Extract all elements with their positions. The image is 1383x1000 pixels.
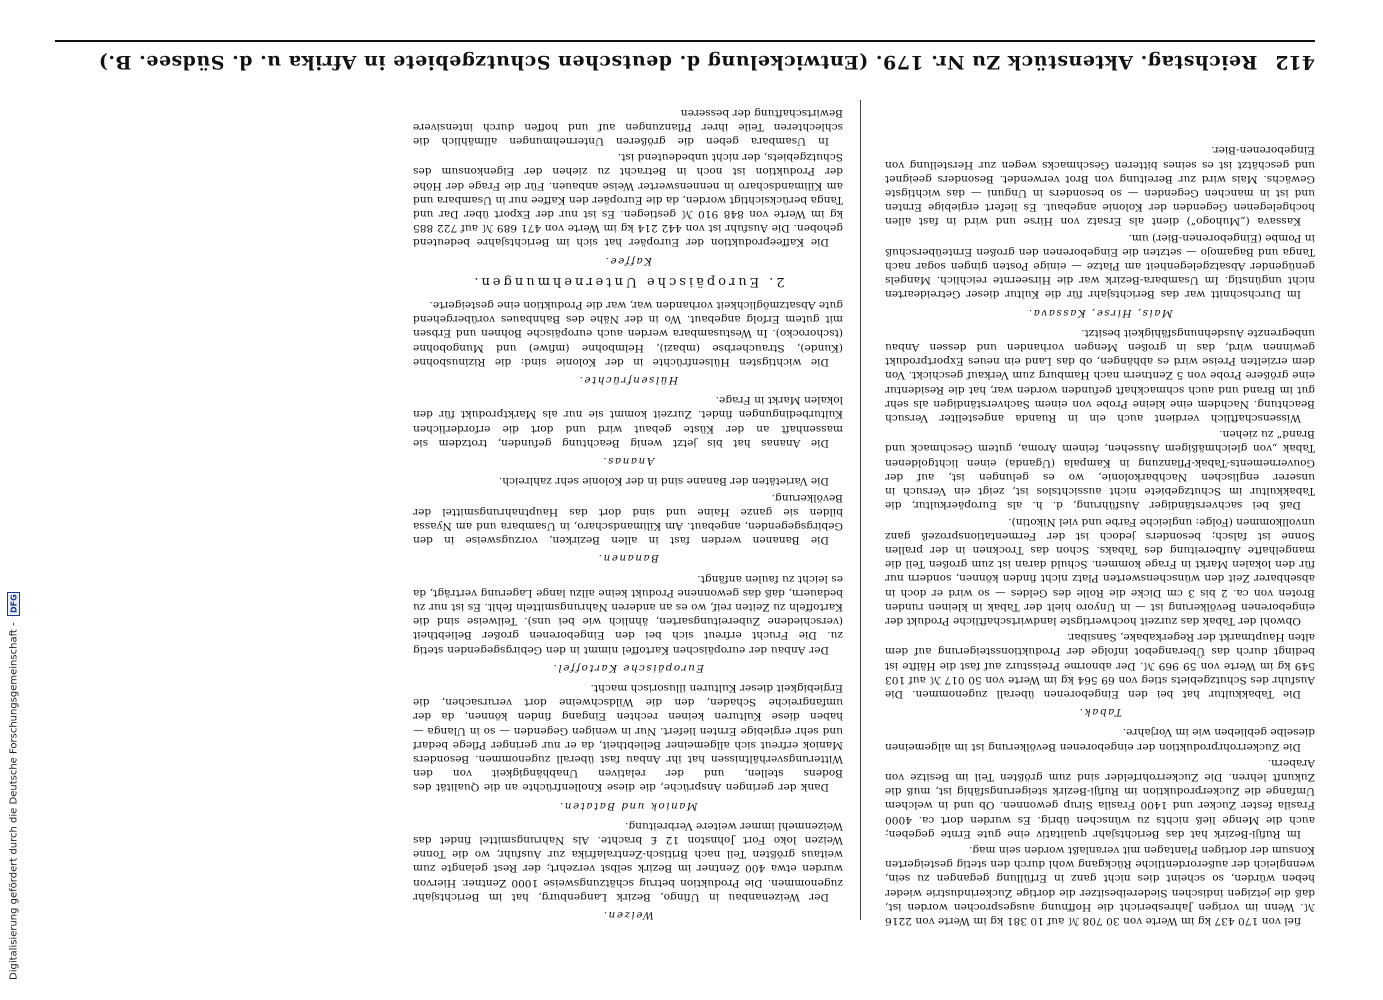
section-heading: Mais, Hirse, Kassava. bbox=[1027, 306, 1173, 319]
text-column-left bbox=[885, 88, 1315, 928]
paragraph: Im Durchschnitt war das Berichtsjahr für die Kultur dieser Getreidearten nicht ungünstig. Im Usambara-Bezirk war die Hirseernte reichlich. Mangels genügender Absatzgelegenheit am Platze — einige Posten gingen sogar nach Tanga und Bagamojo — setzten die Eingeborenen den großen Ernteüberschuß in Pombe (Eingeborenen-Bier) um. bbox=[885, 231, 1315, 301]
section-heading: Hülsenfrüchte. bbox=[578, 374, 678, 387]
section-heading: Bananen. bbox=[597, 552, 659, 565]
digitization-notice bbox=[6, 40, 22, 980]
paragraph: Die Zuckerrohrproduktion der eingeborenen Bevölkerung ist im allgemeinen dieselbe geblieben wie im Vorjahre. bbox=[885, 726, 1315, 753]
paragraph: Die Tabakkultur hat bei den Eingeborenen überall zugenommen. Die Ausfuhr des Schutzgebiets stieg von 69 564 kg im Werte von 50 017 ℳ auf 103 549 kg im Werte von 59 969 ℳ. Der abnorme Preissturz auf fast die Hälfte ist bedingt durch das Überangebot infolge der Produktionssteigerung auf dem alten Hauptmarkt der Regerkabake, Sansibar. bbox=[885, 631, 1315, 700]
paragraph: Im Rufiji-Bezirk hat das Berichtsjahr qualitativ eine gute Ernte gegeben; auch die Menge ließ nichts zu wünschen übrig. Es wurden dort ca. 4000 Frasila fester Zucker und 1400 Frasila Sirup gewonnen. Ob und in welchem Umfange die Zuckerproduktion im Rufiji-Bezirk steigerungsfähig ist, muß die Zukunft lehren. Die Zuckerrohrfelder sind zum größten Teil im Besitze von Arabern. bbox=[885, 756, 1315, 840]
page-number: 412 bbox=[1275, 51, 1315, 73]
section-heading: Maniok und Bataten. bbox=[558, 799, 698, 812]
paragraph: Dank der geringen Ansprüche, die diese Knollenfrüchte an die Qualität des Bodens stellen, und der relativen Unabhängigkeit von den Witterungsverhältnissen hat ihr Anbau fast überall zugenommen. Besonders Maniok erfreut sich allgemeiner Beliebtheit, da er nur geringer Pflege bedarf und sehr ergiebige Ernten liefert. Nur in wenigen Gegenden — so in Ulanga — haben diese Kulturen keinen rechten Eingang finden können, da der umfangreiche Schaden, den die Wildschweine dort verursachen, die Ergiebigkeit dieser Kulturen illusorisch macht. bbox=[413, 681, 843, 794]
dfg-logo: DFG bbox=[8, 592, 21, 617]
paragraph: Kassava („Muhogo“) dient als Ersatz von Hirse und wird in fast allen hochgelegenen Gegenden der Kolonie angebaut. Es liefert ergiebige Ernten und ist in manchen Gegenden — so besonders in Unguni — das wichtigste Gewächs. Mais wird zur Bereitung von Brot verwendet. Besonders geeignet und geschätzt ist es seines bitteren Geschmacks wegen zur Herstellung von Eingeborenen-Bier. bbox=[885, 144, 1315, 228]
paragraph: Der Anbau der europäischen Kartoffel nimmt in den Gebirgsgegenden stetig zu. Die Frucht erfreut sich bei den Eingeborenen großer Beliebtheit (verschiedene Zubereitungsarten, ähnlich wie bei uns). Teilweise sind die Kartoffeln zu Zeiten reif, wo es an anderen Nahrungsmitteln fehlt. Es ist nur zu bedauern, daß das gewonnene Produkt keine allzu lange Lagerung verträgt, da es leicht zu faulen anfängt. bbox=[413, 572, 843, 656]
paragraph: Die Ananas hat bis jetzt wenig Beachtung gefunden, trotzdem sie massenhaft an der Küste gebaut wird und dort die erforderlichen Kulturbedingungen findet. Zurzeit kommt sie nur als Marktprodukt für den lokalen Markt in Frage. bbox=[413, 394, 843, 449]
paragraph: Wissenschaftlich verdient auch ein in Ruanda angestellter Versuch Beachtung. Nachdem eine kleine Probe von einem Sachverständigen als sehr gut im Brand und auch schmackhaft gefunden worden war, hat die Residentur eine größere Probe von 5 Zentnern nach Hamburg zum Verkauf geschickt. Von dem erzielten Preise wird es abhängen, ob das Land ein neues Exportprodukt gewinnen wird, das in großen Mengen vorhanden und dessen Anbau unbegrenzte Ausdehnungsfähigkeit besitzt. bbox=[885, 326, 1315, 425]
page-header bbox=[55, 40, 1315, 82]
column-divider bbox=[860, 100, 861, 920]
section-heading: Europäische Kartoffel. bbox=[552, 661, 704, 674]
paragraph: Der Weizenanbau in Ufingo, Bezirk Langenburg, hat im Berichtsjahr zugenommen. Die Produktion betrug schätzungsweise 1000 Zentner. Hiervon wurden etwa 400 Zentner im Bezirk selbst verzehrt; der Rest gelangte zum weitaus größten Teil nach Britisch-Zentralafrika zur Ausfuhr, wo die Tonne Weizen loko Fort Johnston 12 £ brachte. Als Nahrungsmittel findet das Weizenmehl immer weitere Verbreitung. bbox=[413, 819, 843, 903]
digitization-notice-text: Digitalisierung gefördert durch die Deutsche Forschungsgemeinschaft - bbox=[8, 622, 20, 980]
paragraph: In Usambara geben die größeren Unternehmungen allmählich die schlechteren Teile ihrer Pflanzungen auf und hoffen durch intensivere Bewirtschaftung der besseren bbox=[413, 106, 843, 148]
section-heading: Weizen. bbox=[602, 909, 654, 921]
paragraph: Die Bananen werden fast in allen Bezirken, vorzugsweise in den Gebirgsgegenden, angebaut. Am Kilimandscharo, in Usambara und am Nyassa bilden sie ganze Haine und sind dort das Hauptnahrungsmittel der Bevölkerung. bbox=[413, 491, 843, 547]
section-heading: 2. Europäische Unternehmungen. bbox=[471, 273, 785, 289]
paragraph: Die Varietäten der Banane sind in der Kolonie sehr zahlreich. bbox=[498, 475, 829, 488]
text-column-middle bbox=[413, 88, 843, 928]
paragraph: fiel von 170 437 kg im Werte von 30 708 ℳ auf 10 381 kg im Werte von 2216 ℳ. Wenn im vorigen Jahresbericht die Hoffnung ausgesprochen worden ist, daß die jetzigen indischen Siedereibesitzer die dortige Zuckerindustrie wieder heben würden, so scheint dies nicht ganz in Erfüllung gegangen zu sein, wenngleich der außerordentliche Rückgang wohl durch den stetig gesteigerten Konsum der dortigen Plantagen mit veranlaßt worden sein mag. bbox=[885, 843, 1315, 927]
paragraph: Obwohl der Tabak das zurzeit hochwertigste landwirtschaftliche Produkt der eingeborenen Bevölkerung ist — in Unyoro hielt der Tabak in kleinen runden Broten von ca. 2 bis 3 cm Dicke die Rolle des Geldes — so wird er doch in absehbarer Zeit den wünschenswerten Platz nicht finden können, sondern nur für den lokalen Markt in Frage kommen. Schuld daran ist zum großen Teil die mangelhafte Aufbereitung des Tabaks. Schon das Trocknen in der prallen Sonne ist falsch; besonders jedoch ist der Fermentationsprozeß ganz unvollkommen (Folge: ungleiche Farbe und viel Nikotin). bbox=[885, 515, 1315, 627]
paragraph: Die wichtigsten Hülsenfrüchte in der Kolonie sind: die Rizinusbohne (Kunde), Straucherbse (mbazi), Helmbohne (mfiwe) und Mungobohne (tschorocko). In Westusambara werden auch europäische Bohnen und Erbsen mit gutem Erfolg angebaut. Wo in der Nähe des Bahnbaues vorübergehend gute Absatzmöglichkeit vorhanden war, war die Produktion eine gesteigerte. bbox=[413, 299, 843, 368]
section-heading: Ananas. bbox=[601, 455, 655, 468]
running-title: Reichstag. Aktenstück Zu Nr. 179. (Entwickelung d. deutschen Schutzgebiete in Afrika u. d. Südsee. B.) bbox=[98, 51, 1258, 73]
section-heading: Kaffee. bbox=[604, 254, 652, 267]
paragraph: Die Kaffeeproduktion der Europäer hat sich im Berichtsjahre bedeutend gehoben. Die Ausfuhr ist von 442 214 kg im Werte von 471 689 ℳ auf 722 885 kg im Werte von 848 910 ℳ gestiegen. Es ist nur der Export über Dar und Tanga berücksichtigt worden, da die Europäer den Kaffee nur in Usambara und am Kilimandscharo in nennenswerter Weise anbauen. Für die Frage der Höhe der Produktion ist noch in Betracht zu ziehen der Eigenkonsum des Schutzgebiets, der nicht unbedeutend ist. bbox=[413, 151, 843, 249]
paragraph: Daß bei sachverständiger Ausführung, d. h. als Europäerkultur, die Tabakkultur im Schutzgebiete nicht aussichtslos ist, zeigt ein Versuch in unserer englischen Nachbarkolonie, wo es gelungen ist, auf der Gouvernements-Tabak-Pflanzung in Kampala (Uganda) einen lichtgoldenen Tabak „von gleichmäßigem Aussehen, feinem Aroma, gutem Geschmack und Brand“ zu ziehen. bbox=[885, 428, 1315, 512]
section-heading: Tabak. bbox=[1078, 706, 1122, 719]
